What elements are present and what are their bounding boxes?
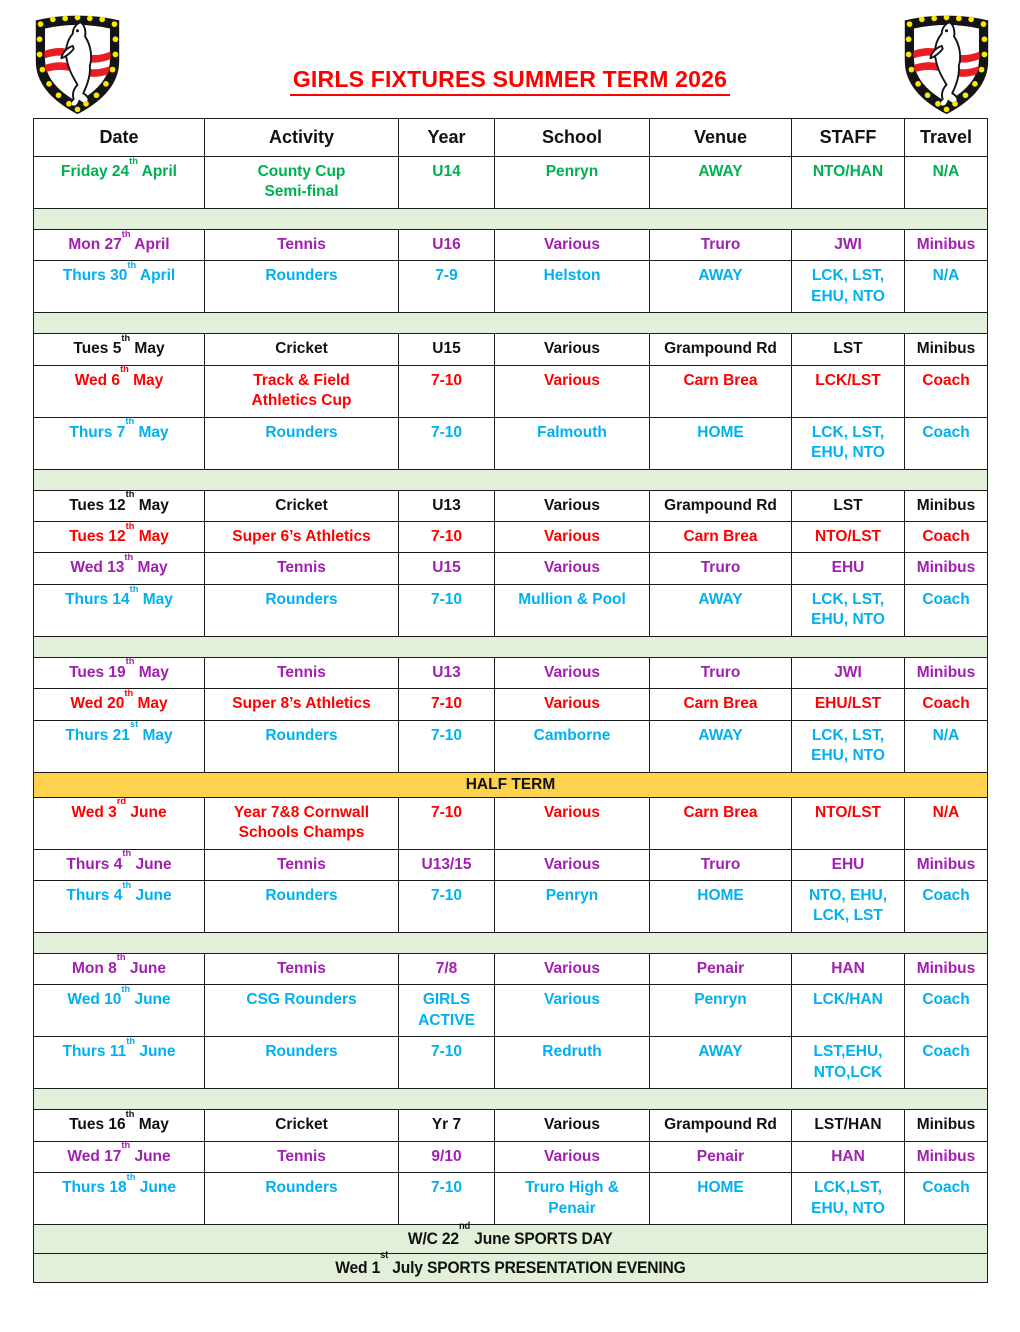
fixture-cell-year: 7-10 <box>399 1037 495 1089</box>
fixture-cell-date: Wed 13th May <box>34 553 205 584</box>
fixture-cell-travel: Minibus <box>905 553 988 584</box>
fixture-cell-activity: Cricket <box>205 490 399 521</box>
fixture-cell-date: Thurs 7th May <box>34 417 205 469</box>
fixture-cell-staff: HAN <box>792 953 905 984</box>
fixture-cell-staff: NTO, EHU, LCK, LST <box>792 880 905 932</box>
fixture-cell-date: Thurs 18th June <box>34 1173 205 1225</box>
fixture-cell-school: Various <box>495 849 650 880</box>
fixture-cell-travel: Coach <box>905 521 988 552</box>
fixture-cell-staff: NTO/LST <box>792 797 905 849</box>
fixture-cell-travel: Coach <box>905 880 988 932</box>
fixture-cell-venue: Penair <box>650 1141 792 1172</box>
fixture-cell-venue: Truro <box>650 229 792 260</box>
fixture-cell-date: Wed 20th May <box>34 689 205 720</box>
fixture-cell-activity: CSG Rounders <box>205 985 399 1037</box>
fixture-cell-travel: Minibus <box>905 1110 988 1141</box>
banner-label: W/C 22nd June SPORTS DAY <box>408 1221 613 1248</box>
fixture-cell-travel: N/A <box>905 261 988 313</box>
spacer-cell <box>34 932 988 953</box>
column-header-date: Date <box>34 119 205 157</box>
fixture-row <box>34 657 988 688</box>
spacer-cell <box>34 636 988 657</box>
fixture-cell-staff: LCK/HAN <box>792 985 905 1037</box>
fixture-row <box>34 797 988 849</box>
fixture-cell-year: 7/8 <box>399 953 495 984</box>
fixture-cell-year: U16 <box>399 229 495 260</box>
fixture-cell-activity: Tennis <box>205 1141 399 1172</box>
column-header-travel: Travel <box>905 119 988 157</box>
fixture-cell-venue: AWAY <box>650 584 792 636</box>
fixture-cell-activity: Rounders <box>205 880 399 932</box>
spacer-cell <box>34 208 988 229</box>
fixture-cell-date: Tues 16th May <box>34 1110 205 1141</box>
header-row <box>34 119 988 157</box>
fixture-cell-staff: EHU <box>792 553 905 584</box>
fixture-cell-venue: AWAY <box>650 157 792 209</box>
fixture-row <box>34 584 988 636</box>
fixture-cell-travel: Coach <box>905 365 988 417</box>
banner-label: HALF TERM <box>465 775 556 793</box>
fixture-cell-travel: N/A <box>905 157 988 209</box>
school-crest-right <box>899 8 994 117</box>
fixture-cell-activity: Cricket <box>205 334 399 365</box>
event-note-banner <box>34 1250 988 1282</box>
fixture-row <box>34 985 988 1037</box>
fixture-cell-date: Thurs 14th May <box>34 584 205 636</box>
fixture-cell-activity: Tennis <box>205 657 399 688</box>
fixture-cell-school: Various <box>495 797 650 849</box>
fixture-row <box>34 1173 988 1225</box>
fixture-cell-date: Friday 24th April <box>34 157 205 209</box>
fixture-cell-venue: AWAY <box>650 720 792 772</box>
fixture-cell-staff: LST,EHU, NTO,LCK <box>792 1037 905 1089</box>
fixture-cell-staff: LCK,LST, EHU, NTO <box>792 1173 905 1225</box>
fixture-cell-year: 7-9 <box>399 261 495 313</box>
fixture-cell-staff: EHU <box>792 849 905 880</box>
school-crest-left <box>30 8 125 117</box>
fixture-cell-venue: HOME <box>650 880 792 932</box>
fixture-cell-venue: Penair <box>650 953 792 984</box>
fixture-cell-travel: Coach <box>905 1173 988 1225</box>
fixture-cell-year: U13/15 <box>399 849 495 880</box>
fixture-cell-year: U15 <box>399 334 495 365</box>
fixture-row <box>34 689 988 720</box>
fixture-cell-date: Mon 27th April <box>34 229 205 260</box>
fixture-row <box>34 521 988 552</box>
event-note-banner <box>34 1221 988 1253</box>
fixture-cell-date: Tues 19th May <box>34 657 205 688</box>
title-container <box>0 66 1020 96</box>
half-term-banner <box>34 772 988 797</box>
fixture-cell-date: Mon 8th June <box>34 953 205 984</box>
fixture-cell-school: Various <box>495 953 650 984</box>
fixture-cell-staff: LCK, LST, EHU, NTO <box>792 261 905 313</box>
banner-label: Wed 1st July SPORTS PRESENTATION EVENING <box>335 1250 686 1277</box>
fixture-cell-date: Wed 6th May <box>34 365 205 417</box>
fixture-cell-activity: Cricket <box>205 1110 399 1141</box>
fixture-cell-venue: Carn Brea <box>650 797 792 849</box>
fixture-cell-travel: Minibus <box>905 334 988 365</box>
fixture-row <box>34 334 988 365</box>
fixture-cell-travel: Coach <box>905 584 988 636</box>
fixture-cell-date: Thurs 4th June <box>34 880 205 932</box>
fixture-cell-staff: LST <box>792 334 905 365</box>
fixture-cell-school: Camborne <box>495 720 650 772</box>
column-header-year: Year <box>399 119 495 157</box>
fixture-cell-activity: Rounders <box>205 720 399 772</box>
fixture-cell-year: 7-10 <box>399 880 495 932</box>
fixture-cell-venue: HOME <box>650 1173 792 1225</box>
fixture-cell-year: 9/10 <box>399 1141 495 1172</box>
fixture-cell-year: U13 <box>399 657 495 688</box>
fixture-cell-school: Redruth <box>495 1037 650 1089</box>
fixture-cell-travel: Minibus <box>905 953 988 984</box>
fixture-cell-staff: NTO/LST <box>792 521 905 552</box>
fixture-cell-staff: EHU/LST <box>792 689 905 720</box>
fixture-row <box>34 553 988 584</box>
fixture-cell-date: Thurs 21st May <box>34 720 205 772</box>
fixture-cell-venue: AWAY <box>650 1037 792 1089</box>
fixture-cell-date: Wed 10th June <box>34 985 205 1037</box>
fixture-cell-travel: Minibus <box>905 490 988 521</box>
spacer-row <box>34 313 988 334</box>
fixture-cell-school: Mullion & Pool <box>495 584 650 636</box>
fixture-cell-school: Helston <box>495 261 650 313</box>
fixture-cell-travel: Coach <box>905 1037 988 1089</box>
fixture-cell-venue: Truro <box>650 553 792 584</box>
fixture-cell-year: 7-10 <box>399 1173 495 1225</box>
fixture-cell-school: Various <box>495 657 650 688</box>
fixture-cell-activity: Super 6’s Athletics <box>205 521 399 552</box>
fixture-row <box>34 261 988 313</box>
fixture-row <box>34 880 988 932</box>
fixture-cell-school: Various <box>495 553 650 584</box>
fixture-cell-year: U15 <box>399 553 495 584</box>
fixture-row <box>34 720 988 772</box>
fixture-row <box>34 365 988 417</box>
fixture-cell-date: Tues 12th May <box>34 521 205 552</box>
fixture-cell-date: Tues 5th May <box>34 334 205 365</box>
fixture-row <box>34 849 988 880</box>
spacer-row <box>34 636 988 657</box>
spacer-row <box>34 469 988 490</box>
fixture-cell-year: U14 <box>399 157 495 209</box>
fixture-cell-travel: Minibus <box>905 229 988 260</box>
fixture-cell-year: 7-10 <box>399 584 495 636</box>
fixture-cell-activity: Rounders <box>205 261 399 313</box>
fixture-cell-staff: HAN <box>792 1141 905 1172</box>
fixture-cell-activity: Tennis <box>205 553 399 584</box>
fixture-cell-staff: LCK/LST <box>792 365 905 417</box>
fixture-cell-staff: LCK, LST, EHU, NTO <box>792 584 905 636</box>
banner-row <box>34 1224 988 1253</box>
fixture-cell-staff: JWI <box>792 229 905 260</box>
fixture-cell-school: Various <box>495 490 650 521</box>
fixture-cell-year: 7-10 <box>399 797 495 849</box>
fixture-cell-year: 7-10 <box>399 720 495 772</box>
fixture-cell-activity: County Cup Semi-final <box>205 157 399 209</box>
spacer-row <box>34 932 988 953</box>
fixture-cell-venue: AWAY <box>650 261 792 313</box>
fixture-cell-activity: Rounders <box>205 1037 399 1089</box>
fixture-cell-venue: Grampound Rd <box>650 334 792 365</box>
fixture-row <box>34 1141 988 1172</box>
fixture-row <box>34 953 988 984</box>
fixture-cell-school: Various <box>495 521 650 552</box>
fixture-cell-date: Thurs 4th June <box>34 849 205 880</box>
fixture-cell-activity: Tennis <box>205 229 399 260</box>
fixture-cell-date: Wed 3rd June <box>34 797 205 849</box>
fixture-row <box>34 1110 988 1141</box>
fixture-cell-year: Yr 7 <box>399 1110 495 1141</box>
fixture-cell-date: Wed 17th June <box>34 1141 205 1172</box>
fixture-cell-year: 7-10 <box>399 521 495 552</box>
fixture-cell-school: Penryn <box>495 157 650 209</box>
fixture-cell-year: GIRLS ACTIVE <box>399 985 495 1037</box>
fixture-cell-travel: Minibus <box>905 1141 988 1172</box>
fixture-cell-venue: Truro <box>650 849 792 880</box>
column-header-school: School <box>495 119 650 157</box>
fixture-cell-date: Thurs 11th June <box>34 1037 205 1089</box>
fixture-row <box>34 229 988 260</box>
fixture-cell-venue: Carn Brea <box>650 689 792 720</box>
spacer-cell <box>34 313 988 334</box>
fixture-cell-staff: LCK, LST, EHU, NTO <box>792 720 905 772</box>
fixture-cell-school: Truro High & Penair <box>495 1173 650 1225</box>
fixture-cell-activity: Year 7&8 Cornwall Schools Champs <box>205 797 399 849</box>
fixture-cell-staff: NTO/HAN <box>792 157 905 209</box>
fixture-cell-venue: Carn Brea <box>650 521 792 552</box>
fixture-cell-date: Thurs 30th April <box>34 261 205 313</box>
fixtures-table <box>33 118 988 1283</box>
fixture-cell-activity: Track & Field Athletics Cup <box>205 365 399 417</box>
fixture-cell-school: Penryn <box>495 880 650 932</box>
fixture-cell-staff: LST/HAN <box>792 1110 905 1141</box>
fixture-row <box>34 490 988 521</box>
fixture-cell-travel: Coach <box>905 689 988 720</box>
fixture-cell-travel: Minibus <box>905 657 988 688</box>
spacer-row <box>34 1089 988 1110</box>
fixture-cell-venue: HOME <box>650 417 792 469</box>
fixture-cell-school: Various <box>495 985 650 1037</box>
column-header-staff: STAFF <box>792 119 905 157</box>
dolphin-crest-icon <box>899 8 994 117</box>
fixture-cell-activity: Rounders <box>205 417 399 469</box>
spacer-row <box>34 208 988 229</box>
column-header-venue: Venue <box>650 119 792 157</box>
fixture-cell-year: 7-10 <box>399 417 495 469</box>
fixture-cell-school: Various <box>495 334 650 365</box>
fixture-cell-activity: Rounders <box>205 584 399 636</box>
fixture-cell-staff: LST <box>792 490 905 521</box>
fixture-cell-staff: JWI <box>792 657 905 688</box>
fixture-cell-year: 7-10 <box>399 365 495 417</box>
fixture-cell-travel: Coach <box>905 417 988 469</box>
fixture-cell-venue: Penryn <box>650 985 792 1037</box>
fixture-cell-school: Various <box>495 229 650 260</box>
fixture-cell-staff: LCK, LST, EHU, NTO <box>792 417 905 469</box>
fixture-cell-school: Various <box>495 1110 650 1141</box>
fixture-cell-year: U13 <box>399 490 495 521</box>
column-header-activity: Activity <box>205 119 399 157</box>
page-title: GIRLS FIXTURES SUMMER TERM 2026 <box>290 66 730 96</box>
fixture-cell-activity: Tennis <box>205 953 399 984</box>
fixture-cell-travel: N/A <box>905 797 988 849</box>
fixture-cell-year: 7-10 <box>399 689 495 720</box>
fixture-cell-school: Falmouth <box>495 417 650 469</box>
fixture-cell-date: Tues 12th May <box>34 490 205 521</box>
fixture-cell-travel: Minibus <box>905 849 988 880</box>
fixture-cell-school: Various <box>495 365 650 417</box>
fixture-cell-school: Various <box>495 1141 650 1172</box>
fixture-cell-activity: Tennis <box>205 849 399 880</box>
fixture-cell-travel: N/A <box>905 720 988 772</box>
spacer-cell <box>34 469 988 490</box>
banner-row <box>34 1253 988 1282</box>
dolphin-crest-icon <box>30 8 125 117</box>
fixture-cell-venue: Grampound Rd <box>650 490 792 521</box>
fixture-row <box>34 417 988 469</box>
fixture-cell-activity: Rounders <box>205 1173 399 1225</box>
fixture-cell-activity: Super 8’s Athletics <box>205 689 399 720</box>
banner-row <box>34 772 988 797</box>
fixture-cell-venue: Carn Brea <box>650 365 792 417</box>
fixture-row <box>34 157 988 209</box>
fixture-cell-school: Various <box>495 689 650 720</box>
fixture-cell-travel: Coach <box>905 985 988 1037</box>
spacer-cell <box>34 1089 988 1110</box>
fixture-row <box>34 1037 988 1089</box>
fixture-cell-venue: Grampound Rd <box>650 1110 792 1141</box>
fixture-cell-venue: Truro <box>650 657 792 688</box>
